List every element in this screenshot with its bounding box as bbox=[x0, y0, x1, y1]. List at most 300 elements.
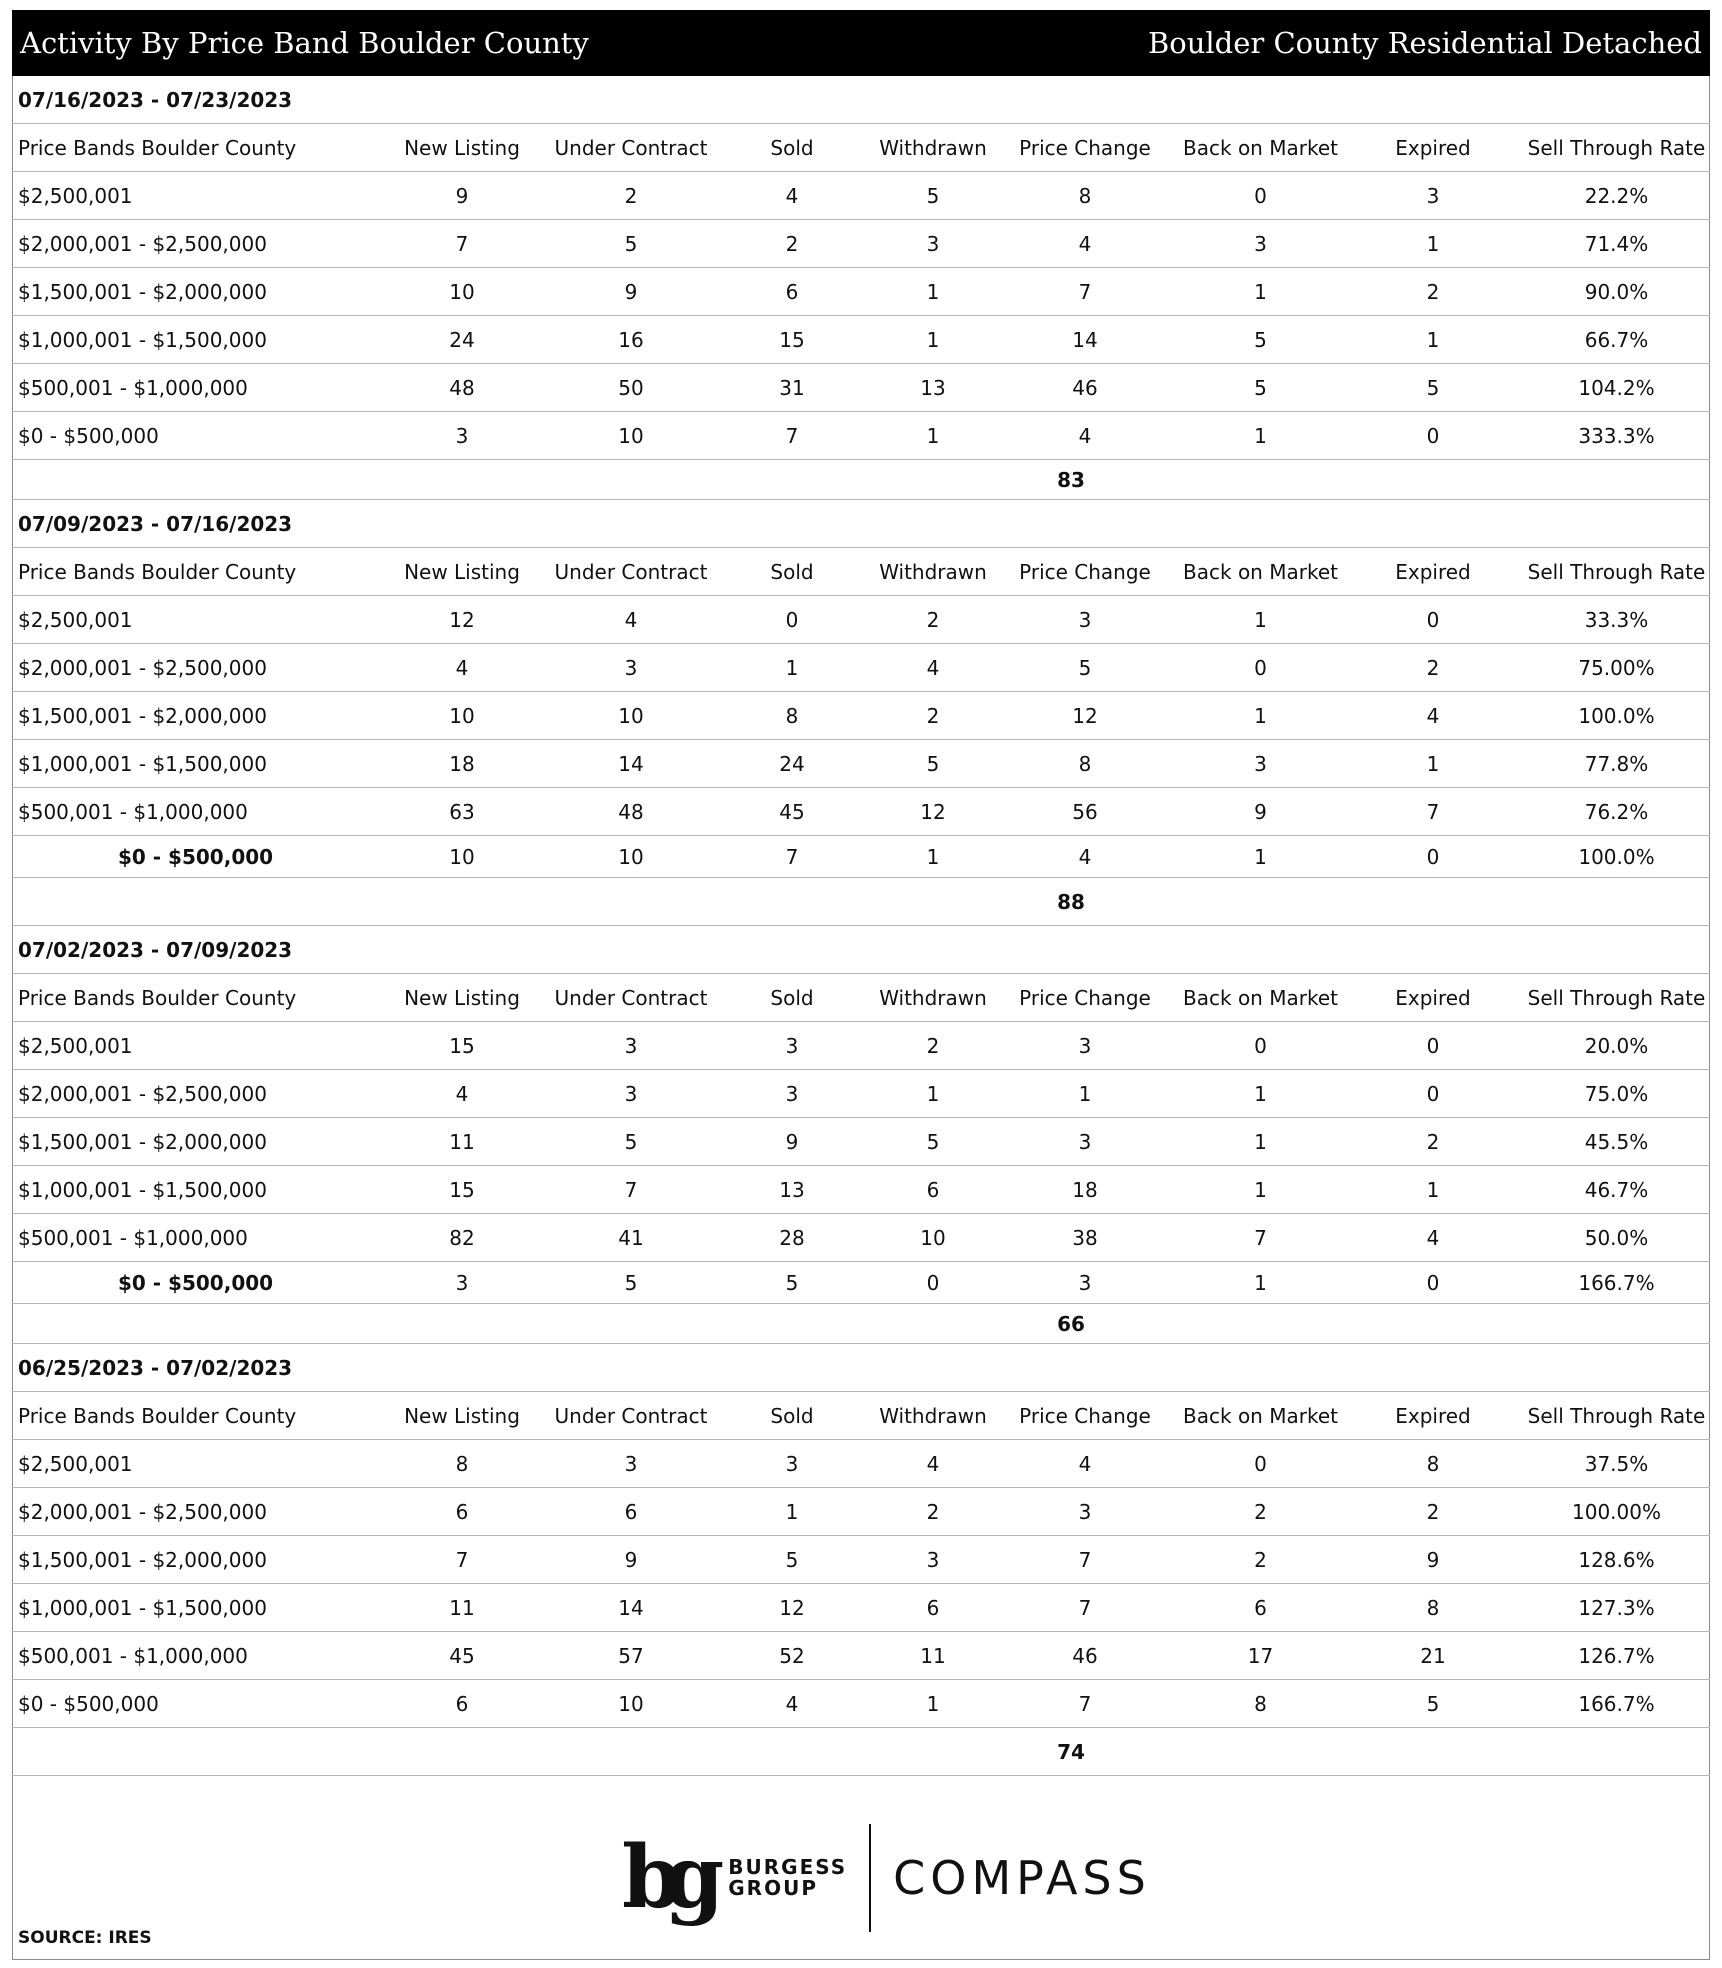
column-header: Back on Market bbox=[1183, 985, 1338, 1010]
value-cell: 5 bbox=[1254, 375, 1267, 400]
value-cell: 2 bbox=[1426, 655, 1440, 680]
total-row bbox=[12, 460, 1710, 500]
burgess-line: BURGESS bbox=[728, 1855, 848, 1879]
week-section bbox=[12, 76, 1710, 500]
column-header: Price Bands Boulder County bbox=[18, 1403, 297, 1428]
column-header: New Listing bbox=[404, 135, 520, 160]
table-row bbox=[12, 1632, 1710, 1680]
value-cell: 22.2% bbox=[1584, 183, 1649, 208]
value-cell: 16 bbox=[618, 327, 644, 352]
value-cell: 28 bbox=[779, 1225, 805, 1250]
value-cell: 3 bbox=[455, 423, 469, 448]
value-cell: 4 bbox=[1078, 423, 1092, 448]
value-cell: 1 bbox=[926, 423, 940, 448]
value-cell: 3 bbox=[624, 1081, 638, 1106]
group-line: GROUP bbox=[728, 1876, 818, 1900]
value-cell: 3 bbox=[1078, 1270, 1092, 1295]
report-tables bbox=[12, 76, 1710, 1776]
value-cell: 10 bbox=[618, 703, 644, 728]
value-cell: 50 bbox=[618, 375, 644, 400]
value-cell: 127.3% bbox=[1578, 1595, 1655, 1620]
value-cell: 1 bbox=[785, 1499, 799, 1524]
value-cell: 5 bbox=[624, 231, 638, 256]
table-row bbox=[12, 1166, 1710, 1214]
table-row bbox=[12, 1214, 1710, 1262]
value-cell: 126.7% bbox=[1578, 1643, 1655, 1668]
value-cell: 24 bbox=[779, 751, 805, 776]
value-cell: 46 bbox=[1072, 375, 1098, 400]
table-row bbox=[12, 316, 1710, 364]
value-cell: 1 bbox=[1254, 1081, 1267, 1106]
value-cell: 7 bbox=[785, 844, 799, 869]
value-cell: 3 bbox=[926, 1547, 940, 1572]
value-cell: 10 bbox=[449, 844, 475, 869]
price-band-cell: $2,000,001 - $2,500,000 bbox=[18, 231, 267, 256]
value-cell: 46.7% bbox=[1584, 1177, 1649, 1202]
value-cell: 0 bbox=[1426, 1270, 1440, 1295]
price-band-cell: $1,500,001 - $2,000,000 bbox=[18, 279, 267, 304]
price-band-cell: $1,000,001 - $1,500,000 bbox=[18, 1177, 267, 1202]
value-cell: 10 bbox=[618, 423, 644, 448]
value-cell: 1 bbox=[1254, 1270, 1267, 1295]
date-range: 07/02/2023 - 07/09/2023 bbox=[18, 937, 293, 962]
value-cell: 14 bbox=[618, 751, 644, 776]
value-cell: 0 bbox=[785, 607, 799, 632]
value-cell: 4 bbox=[926, 655, 940, 680]
value-cell: 5 bbox=[624, 1129, 638, 1154]
value-cell: 7 bbox=[1254, 1225, 1267, 1250]
value-cell: 6 bbox=[926, 1177, 940, 1202]
price-band-cell: $2,000,001 - $2,500,000 bbox=[18, 1081, 267, 1106]
value-cell: 15 bbox=[779, 327, 805, 352]
date-range: 06/25/2023 - 07/02/2023 bbox=[18, 1355, 293, 1380]
column-header: Expired bbox=[1395, 1403, 1471, 1428]
value-cell: 21 bbox=[1420, 1643, 1446, 1668]
value-cell: 0 bbox=[1426, 844, 1440, 869]
value-cell: 9 bbox=[624, 279, 638, 304]
value-cell: 8 bbox=[1426, 1451, 1440, 1476]
price-band-cell: $2,000,001 - $2,500,000 bbox=[18, 1499, 267, 1524]
value-cell: 1 bbox=[926, 1691, 940, 1716]
date-range: 07/16/2023 - 07/23/2023 bbox=[18, 87, 293, 112]
table-row bbox=[12, 1584, 1710, 1632]
value-cell: 6 bbox=[785, 279, 799, 304]
value-cell: 2 bbox=[1426, 1499, 1440, 1524]
value-cell: 1 bbox=[926, 327, 940, 352]
value-cell: 2 bbox=[1254, 1499, 1267, 1524]
value-cell: 10 bbox=[618, 844, 644, 869]
table-row bbox=[12, 596, 1710, 644]
value-cell: 2 bbox=[624, 183, 638, 208]
price-band-cell: $2,000,001 - $2,500,000 bbox=[18, 655, 267, 680]
column-header: Expired bbox=[1395, 559, 1471, 584]
burgess-group-wordmark bbox=[728, 1857, 847, 1899]
value-cell: 0 bbox=[1254, 183, 1267, 208]
total-value: 74 bbox=[1057, 1739, 1085, 1764]
table-row bbox=[12, 1118, 1710, 1166]
value-cell: 100.00% bbox=[1572, 1499, 1661, 1524]
value-cell: 166.7% bbox=[1578, 1270, 1655, 1295]
value-cell: 2 bbox=[1426, 279, 1440, 304]
value-cell: 10 bbox=[449, 703, 475, 728]
total-value: 66 bbox=[1057, 1311, 1085, 1336]
value-cell: 2 bbox=[1426, 1129, 1440, 1154]
column-header-row bbox=[12, 974, 1710, 1022]
value-cell: 1 bbox=[1078, 1081, 1092, 1106]
price-band-cell: $2,500,001 bbox=[18, 183, 133, 208]
value-cell: 77.8% bbox=[1584, 751, 1649, 776]
value-cell: 3 bbox=[1426, 183, 1440, 208]
price-band-cell: $1,000,001 - $1,500,000 bbox=[18, 751, 267, 776]
value-cell: 45 bbox=[779, 799, 805, 824]
value-cell: 8 bbox=[1078, 183, 1092, 208]
price-band-cell: $1,500,001 - $2,000,000 bbox=[18, 1129, 267, 1154]
value-cell: 6 bbox=[1254, 1595, 1267, 1620]
value-cell: 14 bbox=[618, 1595, 644, 1620]
value-cell: 0 bbox=[1426, 1033, 1440, 1058]
column-header-row bbox=[12, 1392, 1710, 1440]
column-header: Expired bbox=[1395, 135, 1471, 160]
value-cell: 7 bbox=[455, 1547, 469, 1572]
value-cell: 1 bbox=[1254, 703, 1267, 728]
table-row bbox=[12, 644, 1710, 692]
column-header: New Listing bbox=[404, 985, 520, 1010]
value-cell: 1 bbox=[926, 1081, 940, 1106]
column-header: Price Change bbox=[1019, 135, 1151, 160]
value-cell: 3 bbox=[1254, 231, 1267, 256]
table-row bbox=[12, 836, 1710, 878]
value-cell: 3 bbox=[1078, 1129, 1092, 1154]
column-header: Withdrawn bbox=[879, 559, 987, 584]
value-cell: 63 bbox=[449, 799, 475, 824]
column-header: Back on Market bbox=[1183, 1403, 1338, 1428]
value-cell: 333.3% bbox=[1578, 423, 1655, 448]
value-cell: 5 bbox=[1426, 1691, 1440, 1716]
value-cell: 5 bbox=[1078, 655, 1092, 680]
value-cell: 6 bbox=[455, 1499, 469, 1524]
value-cell: 5 bbox=[926, 751, 940, 776]
column-header-row bbox=[12, 548, 1710, 596]
value-cell: 1 bbox=[785, 655, 799, 680]
value-cell: 8 bbox=[455, 1451, 469, 1476]
table-row bbox=[12, 1022, 1710, 1070]
value-cell: 37.5% bbox=[1584, 1451, 1649, 1476]
value-cell: 14 bbox=[1072, 327, 1098, 352]
price-band-cell: $0 - $500,000 bbox=[118, 1270, 274, 1295]
footer bbox=[12, 1788, 1710, 1960]
value-cell: 11 bbox=[449, 1129, 475, 1154]
price-band-cell: $1,500,001 - $2,000,000 bbox=[18, 703, 267, 728]
value-cell: 6 bbox=[624, 1499, 638, 1524]
week-section bbox=[12, 926, 1710, 1344]
column-header: Back on Market bbox=[1183, 559, 1338, 584]
value-cell: 2 bbox=[926, 703, 940, 728]
value-cell: 4 bbox=[1078, 1451, 1092, 1476]
column-header: New Listing bbox=[404, 559, 520, 584]
value-cell: 166.7% bbox=[1578, 1691, 1655, 1716]
total-value: 83 bbox=[1057, 467, 1085, 492]
value-cell: 128.6% bbox=[1578, 1547, 1655, 1572]
value-cell: 4 bbox=[455, 1081, 469, 1106]
value-cell: 10 bbox=[920, 1225, 946, 1250]
value-cell: 5 bbox=[624, 1270, 638, 1295]
price-band-cell: $0 - $500,000 bbox=[118, 844, 274, 869]
value-cell: 90.0% bbox=[1584, 279, 1649, 304]
value-cell: 12 bbox=[920, 799, 946, 824]
value-cell: 0 bbox=[1426, 607, 1440, 632]
value-cell: 2 bbox=[1254, 1547, 1267, 1572]
value-cell: 10 bbox=[618, 1691, 644, 1716]
report-title: Activity By Price Band Boulder County bbox=[20, 26, 589, 60]
value-cell: 3 bbox=[785, 1081, 799, 1106]
source-note: SOURCE: IRES bbox=[18, 1928, 152, 1948]
total-row bbox=[12, 1728, 1710, 1776]
value-cell: 3 bbox=[455, 1270, 469, 1295]
value-cell: 38 bbox=[1072, 1225, 1098, 1250]
value-cell: 6 bbox=[926, 1595, 940, 1620]
table-row bbox=[12, 740, 1710, 788]
value-cell: 4 bbox=[624, 607, 638, 632]
table-row bbox=[12, 412, 1710, 460]
column-header: Withdrawn bbox=[879, 135, 987, 160]
value-cell: 66.7% bbox=[1584, 327, 1649, 352]
table-row bbox=[12, 1536, 1710, 1584]
value-cell: 1 bbox=[1426, 231, 1440, 256]
value-cell: 45.5% bbox=[1584, 1129, 1649, 1154]
value-cell: 48 bbox=[449, 375, 475, 400]
value-cell: 75.0% bbox=[1584, 1081, 1649, 1106]
value-cell: 3 bbox=[624, 655, 638, 680]
price-band-cell: $1,000,001 - $1,500,000 bbox=[18, 327, 267, 352]
total-value: 88 bbox=[1057, 889, 1085, 914]
week-section bbox=[12, 500, 1710, 926]
column-header: Sell Through Rate bbox=[1527, 559, 1706, 584]
value-cell: 18 bbox=[1072, 1177, 1098, 1202]
price-band-cell: $2,500,001 bbox=[18, 607, 133, 632]
value-cell: 5 bbox=[1254, 327, 1267, 352]
value-cell: 1 bbox=[1254, 844, 1267, 869]
value-cell: 0 bbox=[1426, 1081, 1440, 1106]
value-cell: 1 bbox=[1254, 1129, 1267, 1154]
value-cell: 4 bbox=[926, 1451, 940, 1476]
price-band-cell: $500,001 - $1,000,000 bbox=[18, 799, 248, 824]
value-cell: 12 bbox=[1072, 703, 1098, 728]
value-cell: 3 bbox=[1078, 1499, 1092, 1524]
value-cell: 4 bbox=[1078, 231, 1092, 256]
value-cell: 3 bbox=[926, 231, 940, 256]
price-band-cell: $1,000,001 - $1,500,000 bbox=[18, 1595, 267, 1620]
value-cell: 8 bbox=[1078, 751, 1092, 776]
value-cell: 31 bbox=[779, 375, 805, 400]
price-band-cell: $1,500,001 - $2,000,000 bbox=[18, 1547, 267, 1572]
week-section bbox=[12, 1344, 1710, 1776]
date-range-row bbox=[12, 76, 1710, 124]
column-header: Under Contract bbox=[554, 559, 708, 584]
value-cell: 0 bbox=[926, 1270, 940, 1295]
total-row bbox=[12, 1304, 1710, 1344]
logo-divider bbox=[869, 1824, 871, 1932]
value-cell: 75.00% bbox=[1578, 655, 1655, 680]
value-cell: 4 bbox=[1426, 703, 1440, 728]
value-cell: 12 bbox=[449, 607, 475, 632]
table-row bbox=[12, 1680, 1710, 1728]
value-cell: 9 bbox=[455, 183, 469, 208]
column-header: Price Change bbox=[1019, 1403, 1151, 1428]
value-cell: 7 bbox=[1078, 1547, 1092, 1572]
value-cell: 2 bbox=[785, 231, 799, 256]
price-band-cell: $2,500,001 bbox=[18, 1033, 133, 1058]
column-header: Price Change bbox=[1019, 559, 1151, 584]
value-cell: 8 bbox=[1426, 1595, 1440, 1620]
value-cell: 15 bbox=[449, 1033, 475, 1058]
value-cell: 2 bbox=[926, 607, 940, 632]
value-cell: 7 bbox=[624, 1177, 638, 1202]
value-cell: 1 bbox=[1426, 751, 1440, 776]
price-band-cell: $0 - $500,000 bbox=[18, 423, 159, 448]
value-cell: 48 bbox=[618, 799, 644, 824]
value-cell: 0 bbox=[1426, 423, 1440, 448]
value-cell: 2 bbox=[926, 1033, 940, 1058]
value-cell: 3 bbox=[624, 1033, 638, 1058]
value-cell: 7 bbox=[1078, 1595, 1092, 1620]
value-cell: 7 bbox=[1078, 279, 1092, 304]
value-cell: 18 bbox=[449, 751, 475, 776]
value-cell: 1 bbox=[1254, 423, 1267, 448]
date-range-row bbox=[12, 500, 1710, 548]
value-cell: 3 bbox=[1078, 1033, 1092, 1058]
value-cell: 11 bbox=[449, 1595, 475, 1620]
value-cell: 0 bbox=[1254, 655, 1267, 680]
table-row bbox=[12, 364, 1710, 412]
column-header: Sell Through Rate bbox=[1527, 1403, 1706, 1428]
date-range-row bbox=[12, 1344, 1710, 1392]
value-cell: 4 bbox=[1078, 844, 1092, 869]
total-row bbox=[12, 878, 1710, 926]
value-cell: 5 bbox=[926, 183, 940, 208]
value-cell: 2 bbox=[926, 1499, 940, 1524]
table-row bbox=[12, 172, 1710, 220]
value-cell: 8 bbox=[1254, 1691, 1267, 1716]
table-row bbox=[12, 1262, 1710, 1304]
value-cell: 8 bbox=[785, 703, 799, 728]
value-cell: 4 bbox=[455, 655, 469, 680]
column-header: Price Bands Boulder County bbox=[18, 135, 297, 160]
value-cell: 20.0% bbox=[1584, 1033, 1649, 1058]
column-header: Under Contract bbox=[554, 985, 708, 1010]
column-header: New Listing bbox=[404, 1403, 520, 1428]
value-cell: 7 bbox=[1426, 799, 1440, 824]
value-cell: 1 bbox=[1254, 279, 1267, 304]
price-band-cell: $2,500,001 bbox=[18, 1451, 133, 1476]
date-range: 07/09/2023 - 07/16/2023 bbox=[18, 511, 293, 536]
value-cell: 76.2% bbox=[1584, 799, 1649, 824]
price-band-cell: $500,001 - $1,000,000 bbox=[18, 375, 248, 400]
compass-logo: COMPASS bbox=[893, 1851, 1151, 1905]
value-cell: 3 bbox=[785, 1033, 799, 1058]
column-header: Price Change bbox=[1019, 985, 1151, 1010]
value-cell: 50.0% bbox=[1584, 1225, 1649, 1250]
value-cell: 104.2% bbox=[1578, 375, 1655, 400]
column-header: Back on Market bbox=[1183, 135, 1338, 160]
table-row bbox=[12, 220, 1710, 268]
value-cell: 5 bbox=[785, 1547, 799, 1572]
column-header: Price Bands Boulder County bbox=[18, 559, 297, 584]
price-band-cell: $500,001 - $1,000,000 bbox=[18, 1643, 248, 1668]
value-cell: 4 bbox=[1426, 1225, 1440, 1250]
value-cell: 15 bbox=[449, 1177, 475, 1202]
value-cell: 3 bbox=[1078, 607, 1092, 632]
value-cell: 6 bbox=[455, 1691, 469, 1716]
column-header: Sell Through Rate bbox=[1527, 985, 1706, 1010]
value-cell: 7 bbox=[785, 423, 799, 448]
value-cell: 41 bbox=[618, 1225, 644, 1250]
value-cell: 1 bbox=[1426, 327, 1440, 352]
value-cell: 5 bbox=[785, 1270, 799, 1295]
value-cell: 1 bbox=[926, 279, 940, 304]
column-header: Expired bbox=[1395, 985, 1471, 1010]
brand-logos bbox=[622, 1818, 1151, 1938]
value-cell: 24 bbox=[449, 327, 475, 352]
value-cell: 0 bbox=[1254, 1033, 1267, 1058]
value-cell: 57 bbox=[618, 1643, 644, 1668]
value-cell: 17 bbox=[1247, 1643, 1274, 1668]
value-cell: 9 bbox=[1254, 799, 1267, 824]
table-row bbox=[12, 1488, 1710, 1536]
table-row bbox=[12, 788, 1710, 836]
table-row bbox=[12, 692, 1710, 740]
table-row bbox=[12, 268, 1710, 316]
value-cell: 1 bbox=[1254, 1177, 1267, 1202]
value-cell: 9 bbox=[1426, 1547, 1440, 1572]
value-cell: 7 bbox=[455, 231, 469, 256]
value-cell: 1 bbox=[1254, 607, 1267, 632]
value-cell: 1 bbox=[1426, 1177, 1440, 1202]
value-cell: 11 bbox=[920, 1643, 946, 1668]
column-header: Withdrawn bbox=[879, 985, 987, 1010]
value-cell: 13 bbox=[920, 375, 946, 400]
value-cell: 9 bbox=[785, 1129, 799, 1154]
column-header: Sold bbox=[770, 985, 814, 1010]
column-header: Withdrawn bbox=[879, 1403, 987, 1428]
column-header: Price Bands Boulder County bbox=[18, 985, 297, 1010]
value-cell: 0 bbox=[1254, 1451, 1267, 1476]
value-cell: 4 bbox=[785, 183, 799, 208]
value-cell: 4 bbox=[785, 1691, 799, 1716]
value-cell: 9 bbox=[624, 1547, 638, 1572]
value-cell: 52 bbox=[779, 1643, 805, 1668]
column-header: Sold bbox=[770, 135, 814, 160]
report-subtitle: Boulder County Residential Detached bbox=[1147, 26, 1702, 60]
burgess-group-logo-mark: bg bbox=[622, 1827, 707, 1928]
value-cell: 56 bbox=[1072, 799, 1098, 824]
value-cell: 82 bbox=[449, 1225, 475, 1250]
value-cell: 5 bbox=[1426, 375, 1440, 400]
title-bar bbox=[12, 10, 1710, 76]
value-cell: 12 bbox=[779, 1595, 805, 1620]
value-cell: 3 bbox=[785, 1451, 799, 1476]
column-header: Sell Through Rate bbox=[1527, 135, 1706, 160]
value-cell: 71.4% bbox=[1584, 231, 1649, 256]
column-header: Under Contract bbox=[554, 1403, 708, 1428]
table-row bbox=[12, 1070, 1710, 1118]
date-range-row bbox=[12, 926, 1710, 974]
column-header-row bbox=[12, 124, 1710, 172]
column-header: Sold bbox=[770, 559, 814, 584]
value-cell: 1 bbox=[926, 844, 940, 869]
value-cell: 100.0% bbox=[1578, 844, 1655, 869]
value-cell: 7 bbox=[1078, 1691, 1092, 1716]
value-cell: 10 bbox=[449, 279, 475, 304]
